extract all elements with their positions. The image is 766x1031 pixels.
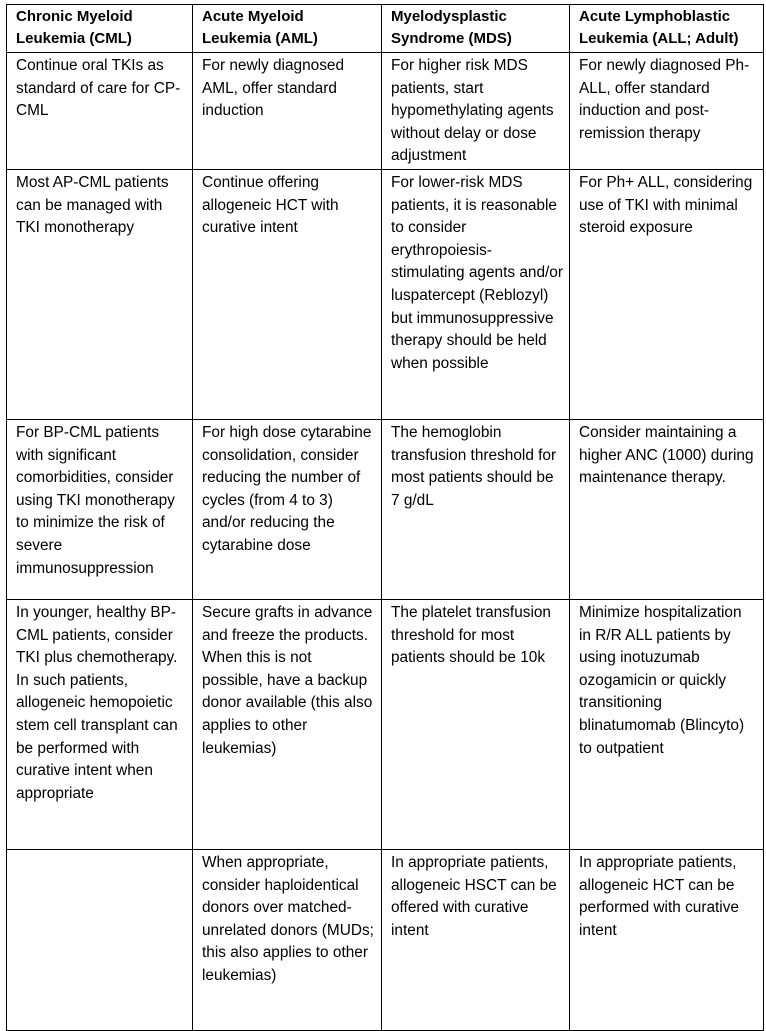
cell-all: For newly diagnosed Ph- ALL, offer standard induction and post-remission therapy — [570, 53, 764, 170]
header-cml: Chronic Myeloid Leukemia (CML) — [7, 5, 193, 53]
table-row — [7, 419, 764, 599]
cell-cml: Most AP-CML patients can be managed with TKI monotherapy — [7, 169, 193, 419]
cell-cml: For BP-CML patients with significant comorbidities, consider using TKI monotherapy to minimize the risk of severe immunosuppression — [7, 419, 193, 599]
cell-mds: For higher risk MDS patients, start hypomethylating agents without delay or dose adjustment — [382, 53, 570, 170]
table-row — [7, 169, 764, 419]
cell-mds: In appropriate patients, allogeneic HSCT can be offered with curative intent — [382, 849, 570, 1030]
cell-cml: Continue oral TKIs as standard of care for CP-CML — [7, 53, 193, 170]
cell-aml: When appropriate, consider haploidentical donors over matched-unrelated donors (MUDs; this also applies to other leukemias) — [193, 849, 382, 1030]
header-aml: Acute Myeloid Leukemia (AML) — [193, 5, 382, 53]
cell-mds: The platelet transfusion threshold for most patients should be 10k — [382, 599, 570, 849]
table-row — [7, 599, 764, 849]
cell-mds: The hemoglobin transfusion threshold for most patients should be 7 g/dL — [382, 419, 570, 599]
cell-all: Consider maintaining a higher ANC (1000) during maintenance therapy. — [570, 419, 764, 599]
cell-aml: Secure grafts in advance and freeze the products. When this is not possible, have a backup donor available (this also applies to other leukemias) — [193, 599, 382, 849]
table-row — [7, 849, 764, 1030]
cell-aml: For high dose cytarabine consolidation, consider reducing the number of cycles (from 4 to 3) and/or reducing the cytarabine dose — [193, 419, 382, 599]
table-header-row — [7, 5, 764, 53]
leukemia-guidance-table — [6, 4, 764, 1031]
cell-all: For Ph+ ALL, considering use of TKI with minimal steroid exposure — [570, 169, 764, 419]
cell-cml — [7, 849, 193, 1030]
cell-all: In appropriate patients, allogeneic HCT can be performed with curative intent — [570, 849, 764, 1030]
cell-all: Minimize hospitalization in R/R ALL patients by using inotuzumab ozogamicin or quickly transitioning blinatumomab (Blincyto) to outpatient — [570, 599, 764, 849]
header-mds: Myelodysplastic Syndrome (MDS) — [382, 5, 570, 53]
header-all: Acute Lymphoblastic Leukemia (ALL; Adult) — [570, 5, 764, 53]
table-row — [7, 53, 764, 170]
cell-aml: Continue offering allogeneic HCT with curative intent — [193, 169, 382, 419]
cell-aml: For newly diagnosed AML, offer standard induction — [193, 53, 382, 170]
cell-mds: For lower-risk MDS patients, it is reasonable to consider erythropoiesis-stimulating agents and/or luspatercept (Reblozyl) but immunosuppressive therapy should be held when possible — [382, 169, 570, 419]
cell-cml: In younger, healthy BP-CML patients, consider TKI plus chemotherapy. In such patients, allogeneic hemopoietic stem cell transplant can be performed with curative intent when appropriate — [7, 599, 193, 849]
